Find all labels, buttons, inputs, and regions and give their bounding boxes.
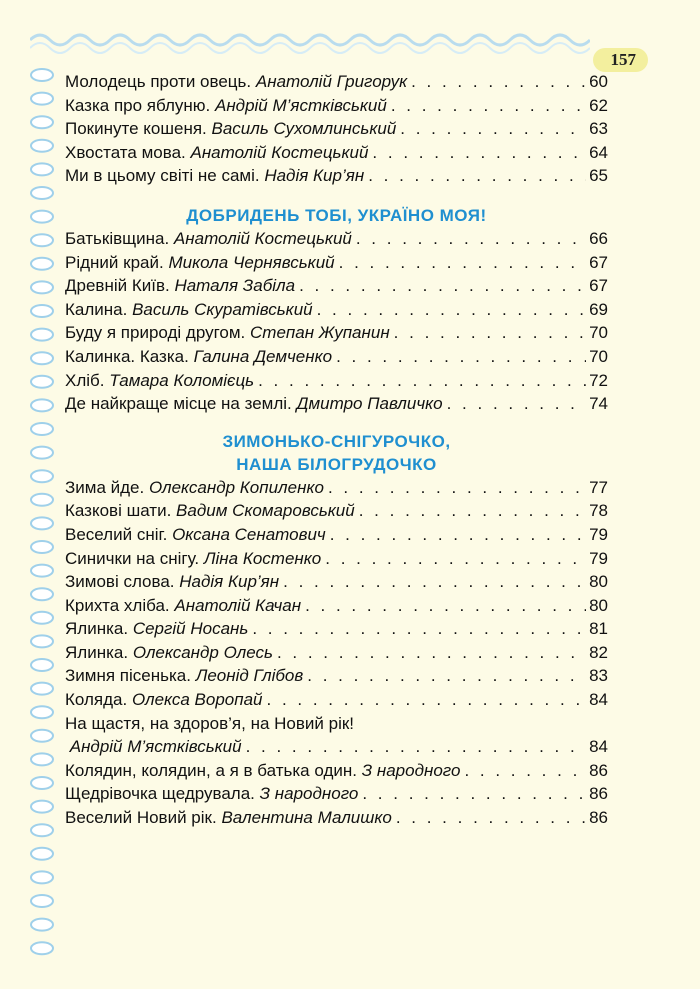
leader-dots [305, 596, 586, 616]
entry-author: Наталя Забіла [174, 276, 296, 296]
ring-icon [31, 163, 53, 175]
entry-page: 70 [589, 346, 608, 366]
entry-author: Анатолій Григорук [255, 72, 408, 91]
entry-page: 82 [589, 642, 608, 662]
entry-page: 83 [589, 666, 608, 686]
entry-author: Олександр Олесь [132, 642, 273, 662]
leader-dots [464, 761, 586, 781]
ring-icon [31, 376, 53, 388]
entry-author: Василь Скуратівський [132, 299, 313, 319]
entry-author: Вадим Скомаровський [176, 501, 355, 521]
entry-page: 67 [589, 252, 608, 272]
entry-title: Щедрівочка щедрувала. [65, 784, 255, 804]
entry-title: Ялинка. [65, 619, 129, 639]
entry-page: 74 [589, 394, 608, 414]
entry-title: Калина. [65, 299, 128, 319]
toc-entry-multiline-title[interactable] [65, 714, 608, 738]
entry-author: Оксана Сенатович [172, 524, 326, 544]
toc-entry[interactable] [65, 596, 608, 620]
entry-title: Зимові слова. [65, 572, 175, 592]
leader-dots [328, 478, 586, 498]
entry-title: Калинка. Казка. [65, 346, 189, 366]
entry-page: 80 [589, 595, 608, 615]
ring-icon [31, 93, 53, 105]
leader-dots [317, 300, 586, 320]
ring-icon [31, 706, 53, 718]
entry-page: 79 [589, 524, 608, 544]
toc-entry[interactable] [65, 643, 608, 667]
entry-author: Анатолій Костецький [190, 142, 369, 162]
entry-page: 86 [589, 784, 608, 804]
entry-page: 62 [589, 95, 608, 115]
leader-dots [336, 347, 586, 367]
entry-page: 77 [589, 477, 608, 497]
ring-icon [31, 848, 53, 860]
section-title-zymonko-line2: НАША БІЛОГРУДОЧКО [236, 454, 437, 474]
entry-title: Ялинка. [65, 642, 129, 662]
section-title-zymonko-line1: ЗИМОНЬКО-СНІГУРОЧКО, [222, 431, 451, 451]
toc-entry[interactable] [65, 619, 608, 643]
entry-title: Крихта хліба. [65, 595, 170, 615]
entry-title: Древній Київ. [65, 276, 170, 296]
toc-entry[interactable] [65, 666, 608, 690]
entry-author: З народного [259, 784, 359, 804]
entry-title: Покинуте кошеня. [65, 119, 207, 139]
ring-icon [31, 399, 53, 411]
entry-author: Микола Чернявський [168, 252, 335, 272]
ring-icon [31, 588, 53, 600]
toc-entry[interactable] [65, 394, 608, 418]
entry-title: Колядин, колядин, а я в батька один. [65, 760, 357, 780]
ring-icon [31, 211, 53, 223]
entry-title: Хліб. [65, 370, 105, 390]
ring-icon [31, 329, 53, 341]
section-3-entries [65, 478, 608, 714]
toc-entry[interactable] [65, 690, 608, 714]
leader-dots [396, 808, 586, 828]
ring-icon [31, 871, 53, 883]
ring-icon [31, 730, 53, 742]
toc-entry[interactable] [65, 525, 608, 549]
leader-dots [325, 549, 586, 569]
table-of-contents [65, 72, 608, 832]
leader-dots [330, 525, 586, 545]
ring-icon [31, 447, 53, 459]
entry-author: Андрій М’ястківський [69, 737, 242, 757]
entry-page: 78 [589, 501, 608, 521]
leader-dots [372, 143, 586, 163]
toc-entry[interactable] [65, 761, 608, 785]
entry-page: 72 [589, 370, 608, 390]
leader-dots [246, 737, 586, 757]
entry-page: 80 [589, 572, 608, 592]
ring-icon [31, 659, 53, 671]
entry-author: З народного [361, 760, 461, 780]
entry-author: Василь Сухомлинський [211, 119, 397, 139]
entry-page: 86 [589, 808, 608, 828]
toc-entry[interactable] [65, 96, 608, 120]
toc-entry[interactable] [65, 572, 608, 596]
leader-dots [299, 276, 586, 296]
entry-title: Буду я природі другом. [65, 323, 246, 343]
leader-dots [368, 166, 586, 186]
toc-entry[interactable] [65, 501, 608, 525]
entry-author: Дмитро Павличко [296, 394, 443, 414]
entry-title: Синички на снігу. [65, 548, 200, 568]
entry-author: Надія Кир’ян [264, 166, 365, 186]
entry-page: 84 [589, 690, 608, 710]
toc-entry[interactable] [65, 72, 608, 96]
section-title-dobryden: ДОБРИДЕНЬ ТОБІ, УКРАЇНО МОЯ! [186, 205, 487, 225]
section-2-entries [65, 229, 608, 418]
entry-author: Олександр Копиленко [148, 477, 324, 497]
entry-title: Зима йде. [65, 477, 145, 497]
toc-entry[interactable] [65, 300, 608, 324]
entry-page: 64 [589, 142, 608, 162]
entry-page: 67 [589, 276, 608, 296]
ring-icon [31, 895, 53, 907]
toc-entry[interactable] [65, 119, 608, 143]
ring-icon [31, 470, 53, 482]
ring-icon [31, 140, 53, 152]
ring-icon [31, 942, 53, 954]
toc-entry[interactable] [65, 166, 608, 190]
toc-entry[interactable] [65, 323, 608, 347]
toc-entry[interactable] [65, 371, 608, 395]
ring-icon [31, 753, 53, 765]
group-1-entries [65, 72, 608, 190]
entry-author: Андрій М’ястківський [214, 95, 387, 115]
toc-entry[interactable] [65, 347, 608, 371]
ring-icon [31, 541, 53, 553]
entry-title: Зимня пісенька. [65, 666, 191, 686]
notebook-rings [28, 0, 62, 989]
leader-dots [411, 72, 586, 92]
entry-author: Степан Жупанин [250, 323, 390, 343]
leader-dots [267, 690, 587, 710]
ring-icon [31, 919, 53, 931]
entry-page: 63 [589, 119, 608, 139]
entry-title: На щастя, на здоров’я, на Новий рік! [65, 713, 354, 733]
entry-title: Батьківщина. [65, 228, 170, 248]
toc-entry[interactable] [65, 549, 608, 573]
ring-icon [31, 423, 53, 435]
entry-title: Де найкраще місце на землі. [65, 394, 292, 414]
entry-title: Веселий сніг. [65, 524, 168, 544]
entry-page: 79 [589, 548, 608, 568]
toc-entry[interactable] [65, 276, 608, 300]
entry-author: Тамара Коломієць [109, 370, 255, 390]
leader-dots [277, 643, 586, 663]
entry-page: 86 [589, 760, 608, 780]
toc-entry[interactable] [65, 253, 608, 277]
entry-title: Казка про яблуню. [65, 95, 211, 115]
toc-entry[interactable] [65, 478, 608, 502]
entry-page: 65 [589, 166, 608, 186]
ring-icon [31, 777, 53, 789]
leader-dots [362, 784, 586, 804]
entry-title: Хвостата мова. [65, 142, 186, 162]
entry-title: Ми в цьому світі не самі. [65, 166, 260, 186]
entry-title: Казкові шати. [65, 501, 172, 521]
ring-icon [31, 69, 53, 81]
entry-title: Молодець проти овець. [65, 72, 252, 91]
entry-author: Валентина Малишко [221, 808, 392, 828]
decorative-wave-border [30, 0, 590, 58]
ring-icon [31, 494, 53, 506]
leader-dots [307, 666, 586, 686]
entry-author: Ліна Костенко [203, 548, 322, 568]
ring-icon [31, 305, 53, 317]
entry-author: Анатолій Качан [174, 595, 302, 615]
entry-author: Галина Демченко [193, 346, 333, 366]
toc-entry[interactable] [65, 143, 608, 167]
entry-page: 84 [589, 737, 608, 757]
leader-dots [394, 323, 586, 343]
ring-icon [31, 281, 53, 293]
ring-icon [31, 635, 53, 647]
ring-icon [31, 258, 53, 270]
ring-icon [31, 612, 53, 624]
ring-icon [31, 565, 53, 577]
leader-dots [400, 119, 586, 139]
entry-title: Веселий Новий рік. [65, 808, 217, 828]
ring-icon [31, 801, 53, 813]
leader-dots [447, 394, 586, 414]
entry-page: 60 [589, 72, 608, 91]
entry-author: Сергій Носань [132, 619, 249, 639]
leader-dots [283, 572, 586, 592]
entry-page: 69 [589, 299, 608, 319]
entry-page: 70 [589, 323, 608, 343]
entry-author: Анатолій Костецький [173, 228, 352, 248]
ring-icon [31, 517, 53, 529]
toc-entry[interactable] [65, 229, 608, 253]
leader-dots [356, 229, 586, 249]
toc-entry[interactable] [65, 784, 608, 808]
ring-icon [31, 824, 53, 836]
entry-page: 66 [589, 228, 608, 248]
leader-dots [252, 619, 586, 639]
leader-dots [339, 253, 586, 273]
ring-icon [31, 352, 53, 364]
entry-author: Леонід Глібов [195, 666, 304, 686]
leader-dots [359, 501, 586, 521]
entry-title: Рідний край. [65, 252, 164, 272]
page-number: 157 [593, 48, 649, 72]
toc-entry-multiline-author[interactable] [65, 737, 608, 761]
entry-author: Олекса Воропай [131, 690, 263, 710]
entry-author: Надія Кир’ян [179, 572, 280, 592]
leader-dots [391, 96, 586, 116]
section-3-entries-continued [65, 761, 608, 832]
ring-icon [31, 187, 53, 199]
ring-icon [31, 683, 53, 695]
toc-entry[interactable] [65, 808, 608, 832]
entry-page: 81 [589, 619, 608, 639]
ring-icon [31, 116, 53, 128]
ring-icon [31, 234, 53, 246]
entry-title: Коляда. [65, 690, 128, 710]
leader-dots [258, 371, 586, 391]
